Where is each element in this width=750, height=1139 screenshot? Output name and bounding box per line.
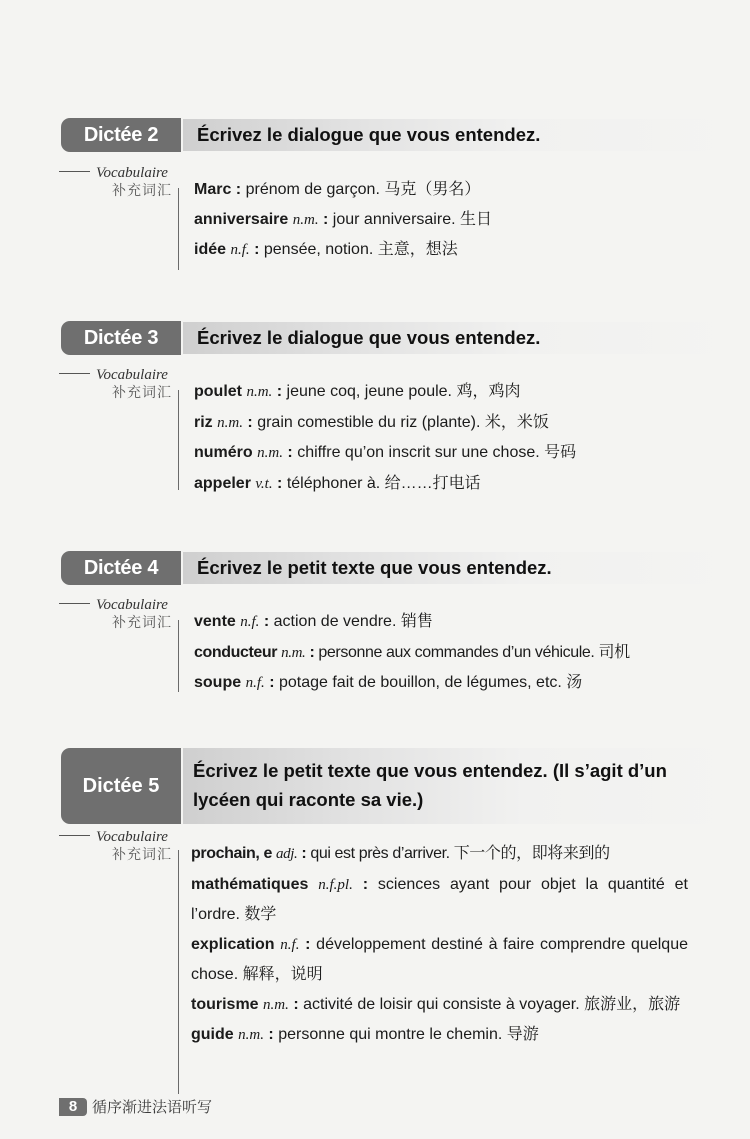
entry-colon: : [249, 241, 260, 258]
entry-colon: : [299, 935, 311, 953]
vocab-entry [194, 607, 694, 638]
entry-colon: : [318, 210, 329, 228]
entry-definition: grain comestible du riz (plante). 米，米饭 [252, 413, 549, 431]
dictee-header [0, 551, 750, 587]
entry-definition: téléphoner à. 给……打电话 [282, 474, 481, 492]
entry-definition: personne qui montre le chemin. 导游 [273, 1026, 539, 1043]
vocab-label-fr: Vocabulaire [96, 367, 168, 383]
vocab-rule [59, 373, 90, 374]
vocab-entry [191, 839, 688, 870]
vocab-label-cn: 补充词汇 [112, 385, 172, 401]
dictee-badge: Dictée 5 [61, 748, 181, 824]
entry-definition: jour anniversaire. 生日 [328, 210, 492, 228]
vocab-label-cn: 补充词汇 [112, 615, 172, 631]
entry-grammar: n.m. [238, 1027, 264, 1043]
entry-grammar: n.m. [246, 384, 273, 400]
entry-colon: : [297, 845, 307, 862]
dictee-5-section [0, 748, 750, 824]
vocab-entry [194, 205, 694, 236]
entry-word: tourisme [191, 995, 259, 1013]
entry-colon: : [305, 643, 315, 661]
vocab-entry [194, 438, 694, 469]
vocab-entries [194, 377, 694, 499]
entry-word: Marc [194, 181, 232, 198]
entry-grammar: v.t. [255, 475, 273, 492]
dictee-badge: Dictée 4 [61, 551, 181, 585]
entry-grammar: n.m. [263, 996, 289, 1013]
entry-colon: : [272, 383, 283, 400]
entry-colon: : [272, 474, 283, 492]
entry-word: numéro [194, 444, 253, 461]
entry-colon: : [263, 1026, 274, 1043]
vocab-label-fr: Vocabulaire [96, 165, 168, 181]
vocab-entry [191, 1020, 688, 1051]
entry-definition: chiffre qu’on inscrit sur une chose. 号码 [292, 444, 577, 461]
entry-colon: : [231, 181, 242, 198]
vocab-divider [178, 850, 179, 1094]
entry-grammar: n.m. [281, 644, 306, 661]
entry-colon: : [282, 444, 293, 461]
entry-definition: activité de loisir qui consiste à voyager. 旅游业，旅游 [298, 995, 681, 1013]
vocab-entries [194, 607, 694, 699]
page-number: 8 [59, 1098, 87, 1116]
vocab-entry [194, 377, 694, 408]
vocab-divider [178, 390, 179, 490]
vocab-divider [178, 188, 179, 270]
entry-word: vente [194, 613, 236, 630]
dictee-4-section [0, 551, 750, 587]
vocab-entry [191, 930, 688, 990]
dictee-3-section [0, 321, 750, 357]
entry-definition: personne aux commandes d’un véhicule. 司机 [314, 643, 630, 661]
entry-word: poulet [194, 383, 242, 400]
entry-grammar: n.m. [292, 211, 319, 228]
vocab-entry [194, 469, 694, 500]
dictee-badge: Dictée 3 [61, 321, 181, 355]
entry-definition: sciences ayant pour objet la quantité et l’ordre. 数学 [191, 875, 688, 923]
vocab-entry [191, 870, 688, 930]
vocab-label-fr: Vocabulaire [96, 829, 168, 845]
entry-definition: action de vendre. 销售 [269, 613, 433, 630]
dictee-2-section [0, 118, 750, 154]
dictee-instruction: Écrivez le dialogue que vous entendez. [197, 124, 541, 145]
entry-word: anniversaire [194, 210, 289, 228]
entry-grammar: n.f.pl. [318, 876, 353, 893]
entry-grammar: n.f. [230, 242, 250, 258]
vocab-entry [191, 990, 688, 1021]
entry-grammar: n.f. [280, 936, 300, 953]
vocab-entry [194, 175, 694, 205]
dictee-instruction: Écrivez le dialogue que vous entendez. [197, 327, 541, 348]
entry-grammar: n.m. [217, 414, 243, 431]
vocab-entry [194, 638, 694, 669]
vocab-divider [178, 620, 179, 692]
vocab-label-fr: Vocabulaire [96, 597, 168, 613]
vocab-label-cn: 补充词汇 [112, 183, 172, 199]
entry-grammar: n.f. [245, 675, 265, 691]
entry-grammar: n.m. [257, 445, 283, 461]
book-title: 循序渐进法语听写 [92, 1098, 213, 1116]
entry-colon: : [242, 413, 253, 431]
entry-word: conducteur [194, 643, 278, 661]
vocab-entry [194, 668, 694, 699]
entry-colon: : [259, 613, 270, 630]
entry-definition: développement destiné à faire comprendre quelque chose. 解释，说明 [191, 935, 688, 983]
entry-definition: jeune coq, jeune poule. 鸡，鸡肉 [282, 383, 521, 400]
vocab-rule [59, 171, 90, 172]
vocab-label-cn: 补充词汇 [112, 847, 172, 863]
dictee-instruction: Écrivez le petit texte que vous entendez. [197, 557, 552, 578]
dictee-instruction: Écrivez le petit texte que vous entendez. (Il s’agit d’un lycéen qui raconte sa vie.) [193, 760, 667, 810]
entry-definition: qui est près d’arriver. 下一个的，即将来到的 [306, 845, 610, 862]
entry-definition: pensée, notion. 主意，想法 [259, 241, 458, 258]
entry-word: appeler [194, 474, 251, 492]
entry-word: guide [191, 1026, 234, 1043]
vocab-entry [194, 408, 694, 439]
entry-word: riz [194, 413, 213, 431]
entry-definition: potage fait de bouillon, de légumes, etc. 汤 [274, 674, 583, 691]
entry-word: explication [191, 935, 275, 953]
vocab-entry [194, 235, 694, 266]
vocab-rule [59, 603, 90, 604]
entry-word: soupe [194, 674, 242, 691]
entry-word: mathématiques [191, 875, 309, 893]
entry-grammar: n.f. [240, 614, 260, 630]
dictee-header [0, 118, 750, 154]
entry-grammar: adj. [276, 846, 298, 862]
entry-word: idée [194, 241, 227, 258]
dictee-header [0, 321, 750, 357]
entry-definition: prénom de garçon. 马克（男名） [241, 181, 481, 198]
entry-colon: : [288, 995, 299, 1013]
entry-word: prochain, e [191, 845, 272, 862]
dictee-badge: Dictée 2 [61, 118, 181, 152]
vocab-entries [191, 839, 688, 1051]
vocab-entries [194, 175, 694, 266]
entry-colon: : [352, 875, 369, 893]
vocab-rule [59, 835, 90, 836]
entry-colon: : [264, 674, 275, 691]
